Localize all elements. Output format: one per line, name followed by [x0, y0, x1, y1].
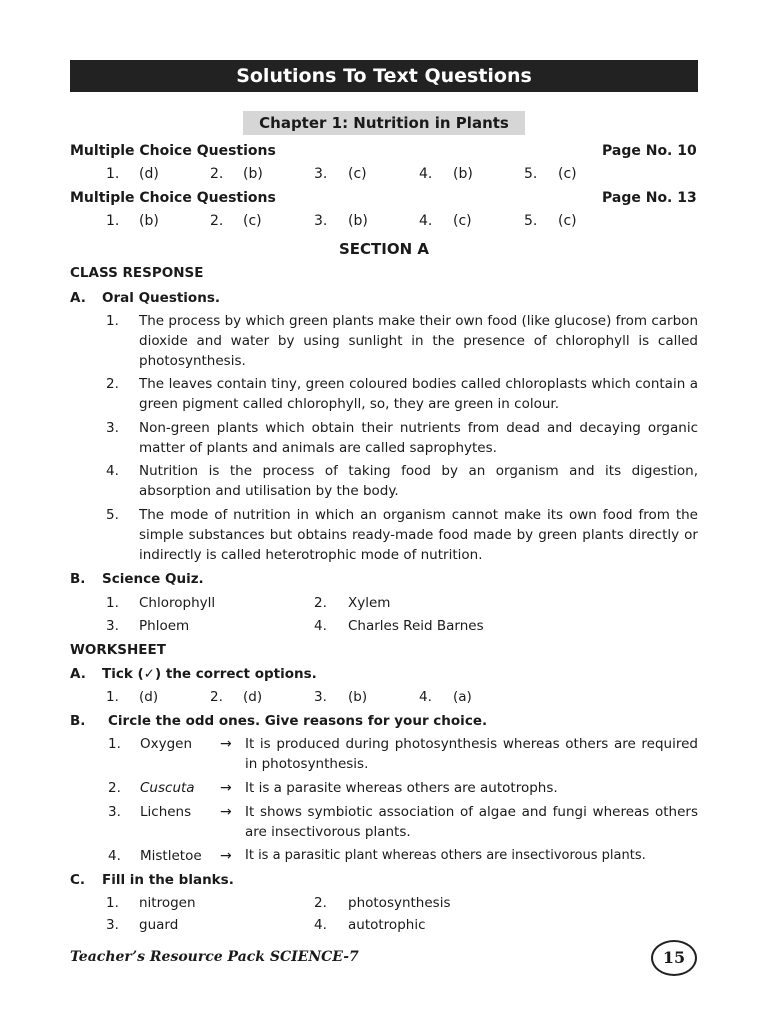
mcq2-label: Multiple Choice Questions: [70, 190, 276, 206]
quiz-num-2: 2.: [314, 595, 327, 611]
mcq1-label: Multiple Choice Questions: [70, 143, 276, 159]
odd-word-2: Cuscuta: [140, 780, 195, 796]
oral-num-5: 5.: [106, 507, 119, 523]
blanks-num-2: 2.: [314, 895, 327, 911]
mcq2-page: Page No. 13: [602, 190, 697, 206]
mcq1-ans-4: (b): [453, 166, 473, 182]
oral-answer-3: Non-green plants which obtain their nutrients from dead and decaying organic matter of plants and animals are called saprophytes.: [139, 420, 698, 456]
oral-answer-1: The process by which green plants make their own food (like glucose) from carbon dioxide and water by using sunlight in the presence of chlorophyll is called photosynthesis.: [139, 313, 698, 369]
odd-reason-1: It is produced during photosynthesis whereas others are required in photosynthesis.: [245, 736, 698, 772]
blanks-answer-1: nitrogen: [139, 895, 196, 911]
odd-letter: B.: [70, 713, 86, 729]
oral-num-1: 1.: [106, 313, 119, 329]
quiz-answer-3: Phloem: [139, 618, 190, 634]
oral-letter: A.: [70, 290, 86, 306]
odd-reason-3: It shows symbiotic association of algae and fungi whereas others are insectivorous plants.: [245, 804, 698, 840]
chapter-heading: Chapter 1: Nutrition in Plants: [243, 111, 525, 135]
tick-num-2: 2.: [210, 689, 223, 705]
mcq1-num-2: 2.: [210, 166, 224, 182]
mcq2-ans-1: (b): [139, 213, 159, 229]
quiz-num-3: 3.: [106, 618, 119, 634]
oral-answer-2: The leaves contain tiny, green coloured bodies called chloroplasts which contain a green pigment called chlorophyll, so, they are green in colour.: [139, 376, 698, 412]
mcq2-num-1: 1.: [106, 213, 120, 229]
tick-ans-2: (d): [243, 689, 263, 705]
arrow-icon: →: [220, 736, 232, 752]
odd-reason-2: It is a parasite whereas others are autotrophs.: [245, 780, 558, 796]
oral-heading: Oral Questions.: [102, 290, 220, 306]
quiz-num-1: 1.: [106, 595, 119, 611]
mcq1-num-5: 5.: [524, 166, 538, 182]
blanks-answer-4: autotrophic: [348, 917, 426, 933]
oral-num-2: 2.: [106, 376, 119, 392]
blanks-heading: Fill in the blanks.: [102, 872, 234, 888]
blanks-num-4: 4.: [314, 917, 327, 933]
mcq2-ans-3: (b): [348, 213, 368, 229]
tick-ans-1: (d): [139, 689, 159, 705]
odd-heading: Circle the odd ones. Give reasons for your choice.: [108, 713, 488, 729]
quiz-answer-1: Chlorophyll: [139, 595, 216, 611]
blanks-answer-2: photosynthesis: [348, 895, 451, 911]
tick-num-1: 1.: [106, 689, 119, 705]
page-number: 15: [651, 940, 697, 976]
class-response-heading: CLASS RESPONSE: [70, 265, 204, 281]
mcq1-ans-3: (c): [348, 166, 367, 182]
odd-num-4: 4.: [108, 848, 121, 864]
tick-letter: A.: [70, 666, 86, 682]
blanks-num-3: 3.: [106, 917, 119, 933]
arrow-icon: →: [220, 804, 232, 820]
quiz-answer-2: Xylem: [348, 595, 391, 611]
odd-reason-4: It is a parasitic plant whereas others are insectivorous plants.: [245, 848, 646, 863]
mcq1-ans-2: (b): [243, 166, 263, 182]
mcq2-ans-2: (c): [243, 213, 262, 229]
oral-num-3: 3.: [106, 420, 119, 436]
mcq1-ans-5: (c): [558, 166, 577, 182]
footer-book-title: Teacher’s Resource Pack SCIENCE-7: [70, 949, 359, 965]
mcq1-num-1: 1.: [106, 166, 120, 182]
tick-heading: Tick (✓) the correct options.: [102, 666, 317, 682]
oral-answer-5: The mode of nutrition in which an organism cannot make its own food from the simple substances but obtains ready-made food made by green plants directly or indirectly is called heterotrophic mode of nutrition.: [139, 507, 698, 563]
tick-num-4: 4.: [419, 689, 432, 705]
oral-num-4: 4.: [106, 463, 119, 479]
oral-answer-4: Nutrition is the process of taking food by an organism and its digestion, absorption and utilisation by the body.: [139, 463, 698, 499]
quiz-heading: Science Quiz.: [102, 571, 204, 587]
mcq2-num-3: 3.: [314, 213, 328, 229]
tick-ans-4: (a): [453, 689, 472, 705]
mcq2-ans-5: (c): [558, 213, 577, 229]
mcq1-num-3: 3.: [314, 166, 328, 182]
mcq2-num-2: 2.: [210, 213, 224, 229]
odd-num-1: 1.: [108, 736, 121, 752]
mcq1-page: Page No. 10: [602, 143, 697, 159]
mcq2-num-4: 4.: [419, 213, 433, 229]
odd-word-3: Lichens: [140, 804, 192, 820]
odd-word-4: Mistletoe: [140, 848, 202, 864]
mcq1-ans-1: (d): [139, 166, 159, 182]
tick-num-3: 3.: [314, 689, 327, 705]
quiz-answer-4: Charles Reid Barnes: [348, 618, 484, 634]
page-title: Solutions To Text Questions: [70, 60, 698, 92]
odd-word-1: Oxygen: [140, 736, 193, 752]
worksheet-heading: WORKSHEET: [70, 642, 166, 658]
odd-num-2: 2.: [108, 780, 121, 796]
arrow-icon: →: [220, 848, 232, 864]
odd-num-3: 3.: [108, 804, 121, 820]
mcq2-ans-4: (c): [453, 213, 472, 229]
arrow-icon: →: [220, 780, 232, 796]
section-heading: SECTION A: [338, 240, 429, 258]
quiz-num-4: 4.: [314, 618, 327, 634]
blanks-num-1: 1.: [106, 895, 119, 911]
mcq1-num-4: 4.: [419, 166, 433, 182]
blanks-letter: C.: [70, 872, 86, 888]
mcq2-num-5: 5.: [524, 213, 538, 229]
tick-ans-3: (b): [348, 689, 368, 705]
blanks-answer-3: guard: [139, 917, 179, 933]
quiz-letter: B.: [70, 571, 86, 587]
